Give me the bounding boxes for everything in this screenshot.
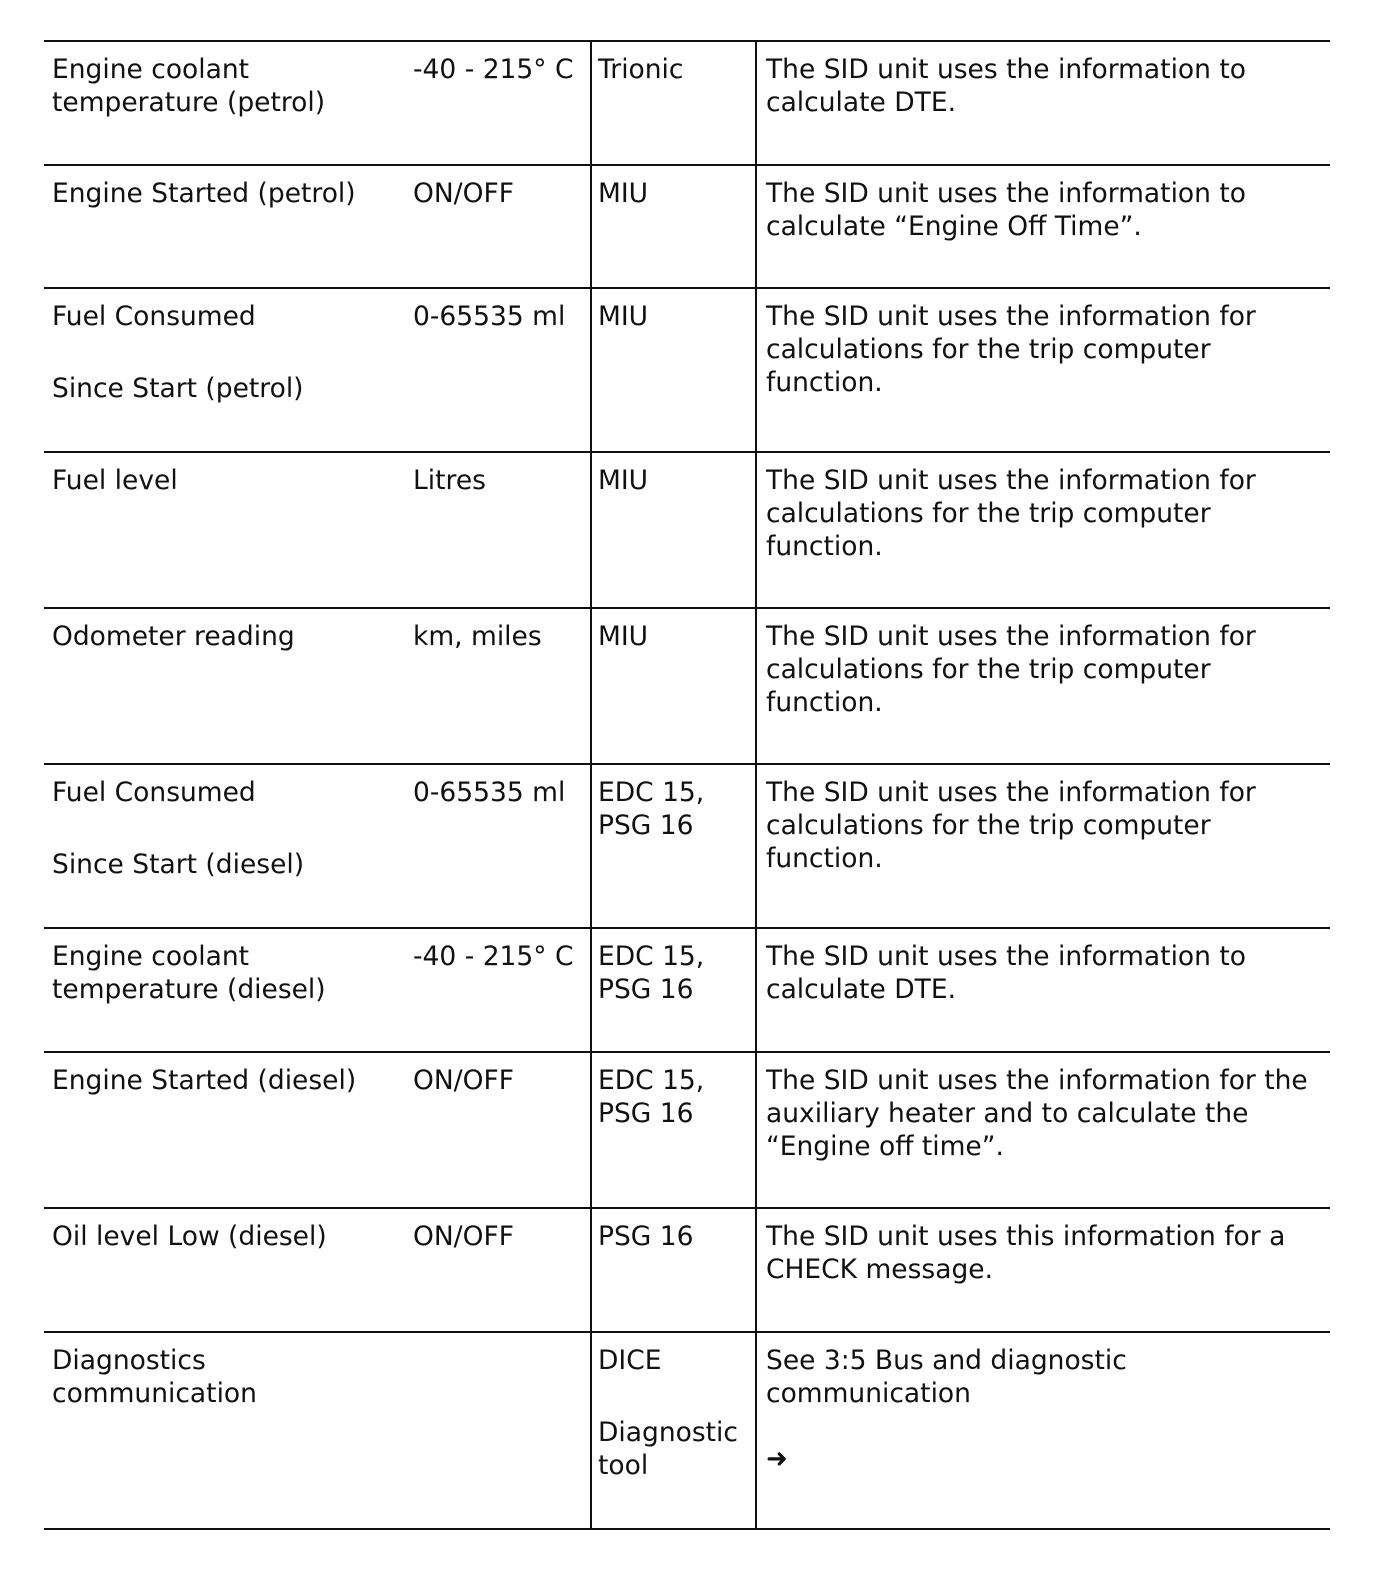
signal-range: ON/OFF (413, 1065, 514, 1096)
signal-name: Fuel Consumed (52, 777, 256, 808)
source-cell (591, 608, 756, 764)
signal-name: Odometer reading (52, 621, 295, 652)
signal-source: Trionic (598, 54, 684, 85)
description-cell (756, 764, 1330, 928)
signal-description: The SID unit uses the information to calculate DTE. (766, 54, 1246, 118)
signal-name: Engine coolant temperature (diesel) (52, 941, 326, 1005)
range-cell (407, 165, 591, 288)
range-cell (407, 1208, 591, 1332)
signal-cell (44, 165, 407, 288)
description-cell (756, 452, 1330, 608)
table-row (44, 1052, 1330, 1208)
signal-range: -40 - 215° C (413, 941, 574, 972)
source-cell (591, 165, 756, 288)
right-arrow-icon[interactable]: ➜ (766, 1444, 788, 1474)
signal-range: ON/OFF (413, 1221, 514, 1252)
signal-source: MIU (598, 301, 649, 332)
description-cell (756, 165, 1330, 288)
signal-cell (44, 288, 407, 452)
signal-range: 0-65535 ml (413, 301, 566, 332)
range-cell (407, 608, 591, 764)
signal-name: Engine Started (petrol) (52, 178, 356, 209)
signal-source: MIU (598, 178, 649, 209)
signal-cell (44, 764, 407, 928)
signal-name: Engine coolant temperature (petrol) (52, 54, 326, 118)
signal-cell (44, 41, 407, 165)
cross-reference-link[interactable]: See 3:5 Bus and diagnostic communication (766, 1345, 1127, 1409)
description-cell (756, 288, 1330, 452)
signal-source: PSG 16 (598, 1221, 694, 1252)
range-cell (407, 1332, 591, 1529)
table-row (44, 452, 1330, 608)
range-cell (407, 1052, 591, 1208)
signal-name: Engine Started (diesel) (52, 1065, 357, 1096)
signal-range: Litres (413, 465, 486, 496)
source-cell (591, 1052, 756, 1208)
signal-cell (44, 1208, 407, 1332)
source-cell (591, 1332, 756, 1529)
signal-source: DICE (598, 1345, 662, 1376)
description-cell (756, 1208, 1330, 1332)
range-cell (407, 452, 591, 608)
table-row (44, 764, 1330, 928)
signal-name: Oil level Low (diesel) (52, 1221, 327, 1252)
range-cell (407, 764, 591, 928)
range-cell (407, 288, 591, 452)
table-row (44, 928, 1330, 1052)
range-cell (407, 41, 591, 165)
table-row (44, 165, 1330, 288)
description-cell (756, 1332, 1330, 1529)
signal-range: ON/OFF (413, 178, 514, 209)
signal-source: EDC 15, PSG 16 (598, 777, 705, 841)
source-cell (591, 41, 756, 165)
signal-cell (44, 452, 407, 608)
signal-table (44, 40, 1330, 1530)
signal-description: The SID unit uses the information for calculations for the trip computer function. (766, 777, 1256, 874)
signal-source: EDC 15, PSG 16 (598, 1065, 705, 1129)
signal-cell (44, 1052, 407, 1208)
description-cell (756, 41, 1330, 165)
signal-name-continued: Since Start (petrol) (52, 373, 304, 404)
source-cell (591, 288, 756, 452)
signal-description: The SID unit uses the information to calculate DTE. (766, 941, 1246, 1005)
source-cell (591, 1208, 756, 1332)
signal-range: -40 - 215° C (413, 54, 574, 85)
description-cell (756, 608, 1330, 764)
signal-source: MIU (598, 621, 649, 652)
source-cell (591, 928, 756, 1052)
signal-description: The SID unit uses this information for a CHECK message. (766, 1221, 1286, 1285)
table-row (44, 1208, 1330, 1332)
table-row (44, 288, 1330, 452)
signal-name: Fuel level (52, 465, 178, 496)
range-cell (407, 928, 591, 1052)
table-row (44, 41, 1330, 165)
signal-source: EDC 15, PSG 16 (598, 941, 705, 1005)
signal-cell (44, 1332, 407, 1529)
signal-description: The SID unit uses the information for calculations for the trip computer function. (766, 621, 1256, 718)
signal-name: Diagnostics communication (52, 1345, 257, 1409)
description-cell (756, 1052, 1330, 1208)
signal-range: km, miles (413, 621, 542, 652)
signal-range: 0-65535 ml (413, 777, 566, 808)
description-cell (756, 928, 1330, 1052)
signal-description: The SID unit uses the information to calculate “Engine Off Time”. (766, 178, 1246, 242)
signal-cell (44, 928, 407, 1052)
signal-name: Fuel Consumed (52, 301, 256, 332)
signal-description: The SID unit uses the information for calculations for the trip computer function. (766, 301, 1256, 398)
signal-cell (44, 608, 407, 764)
signal-source: MIU (598, 465, 649, 496)
signal-description: The SID unit uses the information for calculations for the trip computer function. (766, 465, 1256, 562)
source-cell (591, 764, 756, 928)
table-row (44, 608, 1330, 764)
table-row (44, 1332, 1330, 1529)
signal-source-secondary: Diagnostic tool (598, 1417, 738, 1481)
signal-description: The SID unit uses the information for the auxiliary heater and to calculate the “Engine off time”. (766, 1065, 1308, 1162)
signal-name-continued: Since Start (diesel) (52, 849, 305, 880)
source-cell (591, 452, 756, 608)
